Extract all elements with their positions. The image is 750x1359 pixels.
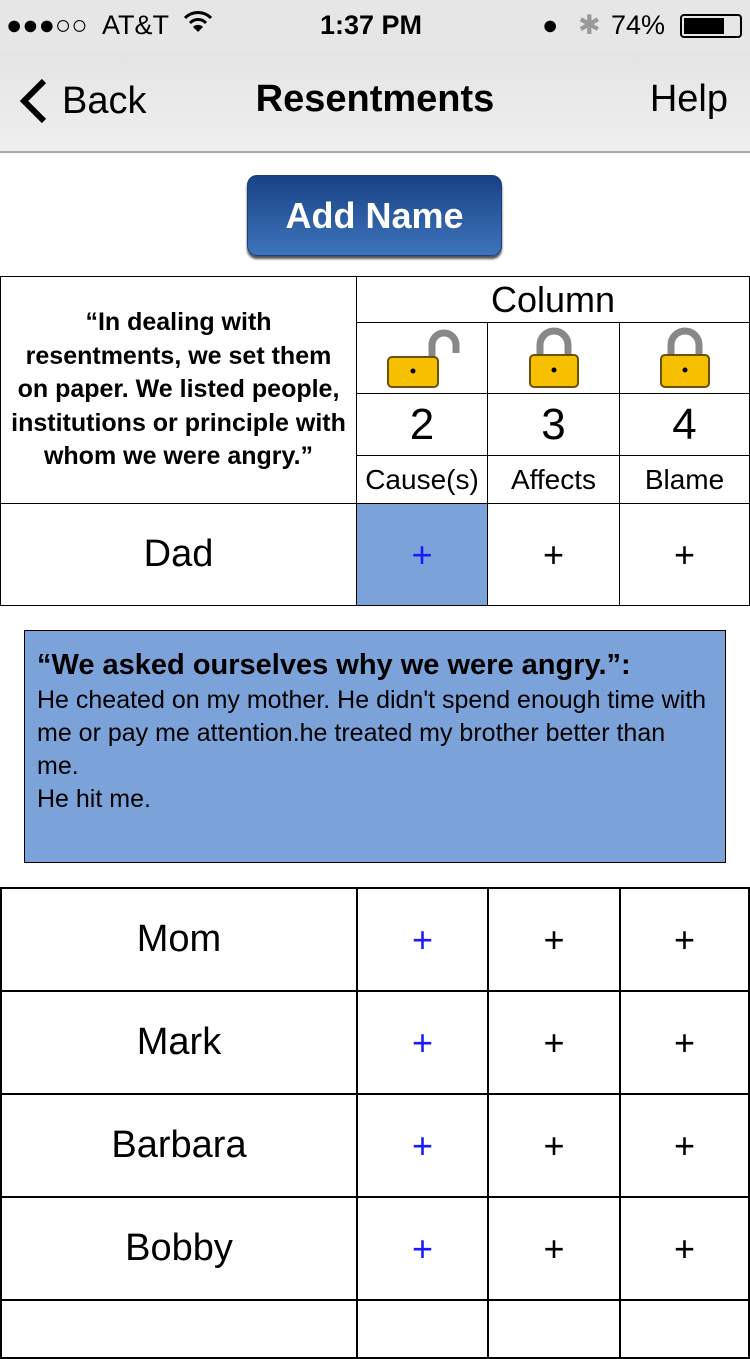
- column-header: Column: [356, 276, 750, 323]
- battery-percent: 74%: [611, 10, 666, 40]
- navigation-bar: [0, 50, 750, 153]
- column-2-lock-toggle[interactable]: [356, 322, 488, 394]
- affects-add-button[interactable]: +: [487, 887, 621, 992]
- cause-add-button[interactable]: +: [356, 990, 489, 1095]
- affects-add-button[interactable]: [487, 1299, 621, 1359]
- cause-add-button[interactable]: +: [356, 1196, 489, 1301]
- add-name-button[interactable]: Add Name: [247, 175, 502, 256]
- lock-icon: [526, 327, 582, 389]
- note-line: He cheated on my mother. He didn't spend enough time with me or pay me attention.he treated my brother better than me.: [37, 686, 707, 780]
- note-title: “We asked ourselves why we were angry.”:: [37, 649, 631, 681]
- column-number: 4: [619, 393, 750, 456]
- wifi-icon: [183, 10, 213, 41]
- affects-add-button[interactable]: +: [487, 1093, 621, 1198]
- cause-note-panel[interactable]: [24, 630, 726, 863]
- column-label: Cause(s): [356, 455, 488, 504]
- alarm-icon: ●: [542, 10, 559, 40]
- cause-add-button[interactable]: [356, 1299, 489, 1359]
- column-3-lock-toggle[interactable]: [487, 322, 620, 394]
- instruction-quote: “In dealing with resentments, we set them on paper. We listed people, institutions or principle with whom we were angry.”: [0, 276, 357, 504]
- blame-add-button[interactable]: +: [619, 1093, 750, 1198]
- cause-add-button[interactable]: +: [356, 887, 489, 992]
- blame-add-button[interactable]: +: [619, 887, 750, 992]
- name-cell[interactable]: [0, 1299, 358, 1359]
- affects-add-button[interactable]: +: [487, 1196, 621, 1301]
- clock: 1:37 PM: [320, 10, 423, 40]
- name-cell[interactable]: Barbara: [0, 1093, 358, 1198]
- blame-add-button[interactable]: +: [619, 990, 750, 1095]
- help-button[interactable]: Help: [649, 78, 728, 120]
- chevron-left-icon: [16, 78, 50, 124]
- status-bar: [0, 0, 750, 50]
- column-label: Blame: [619, 455, 750, 504]
- affects-add-button[interactable]: +: [487, 990, 621, 1095]
- column-number: 3: [487, 393, 620, 456]
- column-label: Affects: [487, 455, 620, 504]
- back-button[interactable]: [16, 78, 146, 124]
- carrier: AT&T: [102, 10, 169, 40]
- column-number: 2: [356, 393, 488, 456]
- name-cell[interactable]: Mom: [0, 887, 358, 992]
- blame-add-button[interactable]: [619, 1299, 750, 1359]
- blame-add-button[interactable]: +: [619, 1196, 750, 1301]
- unlock-icon: [380, 327, 464, 389]
- page-title: Resentments: [255, 78, 495, 120]
- note-line: He hit me.: [37, 785, 151, 813]
- signal-strength: ●●●○○: [6, 10, 88, 40]
- affects-add-button[interactable]: +: [487, 503, 620, 606]
- lock-icon: [657, 327, 713, 389]
- cause-add-button[interactable]: +: [356, 1093, 489, 1198]
- name-cell[interactable]: Dad: [0, 503, 357, 606]
- column-4-lock-toggle[interactable]: [619, 322, 750, 394]
- cause-add-button[interactable]: +: [356, 503, 488, 606]
- back-label: Back: [62, 79, 147, 122]
- name-cell[interactable]: Bobby: [0, 1196, 358, 1301]
- bluetooth-icon: ✱: [578, 10, 601, 40]
- blame-add-button[interactable]: +: [619, 503, 750, 606]
- name-cell[interactable]: Mark: [0, 990, 358, 1095]
- battery-icon: [680, 14, 742, 38]
